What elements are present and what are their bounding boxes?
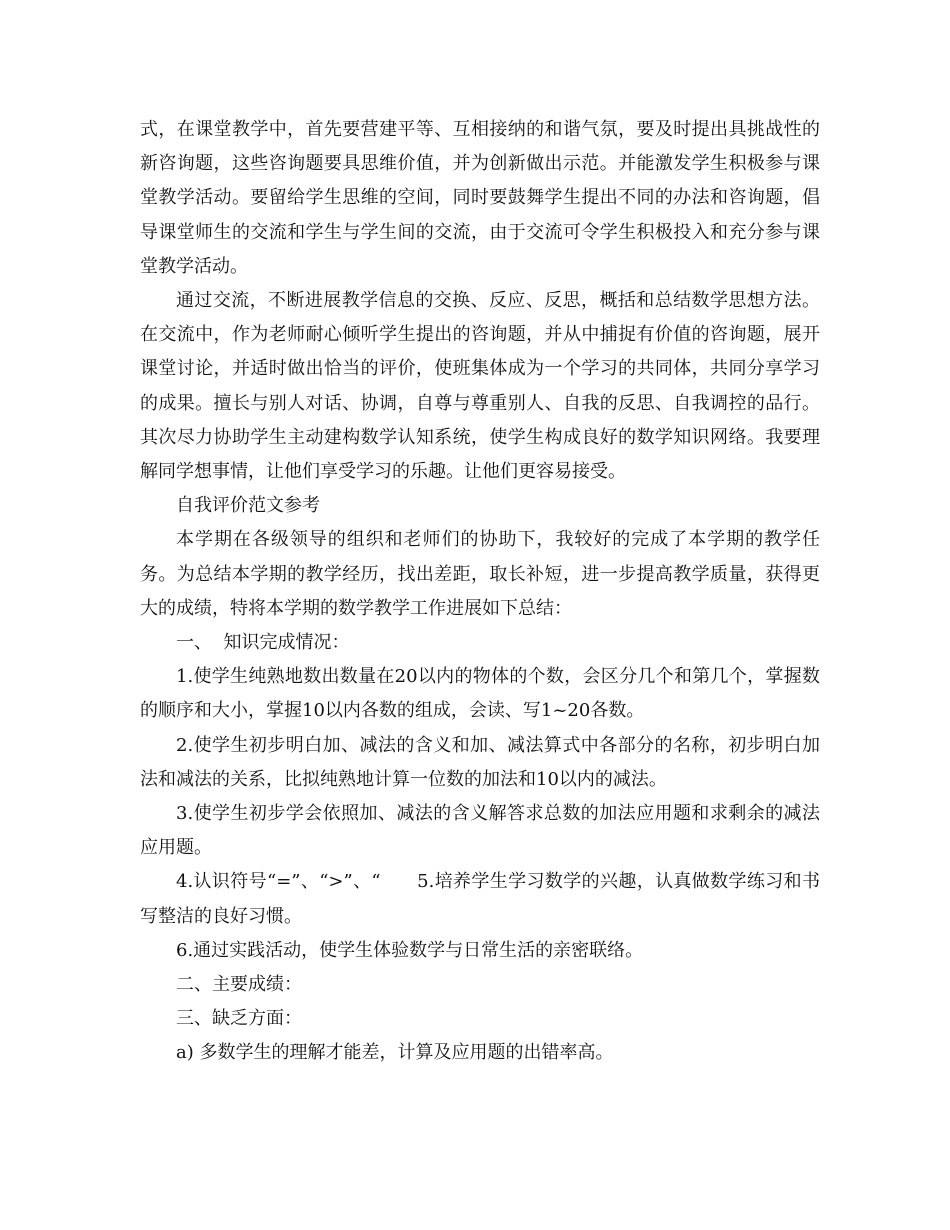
list-item-1: 1.使学生纯熟地数出数量在20以内的物体的个数，会区分几个和第几个，掌握数的顺序和大小，掌握10以内各数的组成，会读、写1~20各数。 <box>140 666 820 722</box>
paragraph-communication: 通过交流，不断进展教学信息的交换、反应、反思，概括和总结数学思想方法。在交流中，作为老师耐心倾听学生提出的咨询题，并从中捕捉有价值的咨询题，展开课堂讨论，并适时做出恰当的评价，使班集体成为一个学习的共同体，共同分享学习的成果。擅长与别人对话、协调，自尊与尊重别人、自我的反思、自我调控的品行。其次尽力协助学生主动建构数学认知系统，使学生构成良好的数学知识网络。我要理解同学想事情，让他们享受学习的乐趣。让他们更容易接受。 <box>140 290 820 483</box>
section-heading-knowledge: 一、 知识完成情况： <box>176 632 350 654</box>
list-item-2: 2.使学生初步明白加、减法的含义和加、减法算式中各部分的名称，初步明白加法和减法的关系，比拟纯熟地计算一位数的加法和10以内的减法。 <box>140 734 820 790</box>
paragraph-classroom-atmosphere: 式，在课堂教学中，首先要营建平等、互相接纳的和谐气氛，要及时提出具挑战性的新咨询题，这些咨询题要具思维价值，并为创新做出示范。并能激发学生积极参与课堂教学活动。要留给学生思维的空间，同时要鼓舞学生提出不同的办法和咨询题，倡导课堂师生的交流和学生与学生间的交流，由于交流可令学生积极投入和充分参与课堂教学活动。 <box>140 119 820 277</box>
section-heading-achievements: 二、主要成绩： <box>176 974 302 996</box>
list-item-4-5: 4.认识符号“=”、“>”、“ 5.培养学生学习数学的兴趣，认真做数学练习和书写整洁的良好习惯。 <box>140 871 820 927</box>
paragraph-semester-intro: 本学期在各级领导的组织和老师们的协助下，我较好的完成了本学期的教学任务。为总结本学期的教学经历，找出差距，取长补短，进一步提高教学质量，获得更大的成绩，特将本学期的数学教学工作进展如下总结： <box>140 529 820 619</box>
section-heading-shortcomings: 三、缺乏方面： <box>176 1008 302 1030</box>
document-body <box>140 113 820 1071</box>
shortcoming-item-a: a) 多数学生的理解才能差，计算及应用题的出错率高。 <box>176 1042 614 1064</box>
list-item-3: 3.使学生初步学会依照加、减法的含义解答求总数的加法应用题和求剩余的减法应用题。 <box>140 803 820 859</box>
section-heading-self-evaluation: 自我评价范文参考 <box>176 495 320 517</box>
list-item-6: 6.通过实践活动，使学生体验数学与日常生活的亲密联络。 <box>176 939 644 961</box>
